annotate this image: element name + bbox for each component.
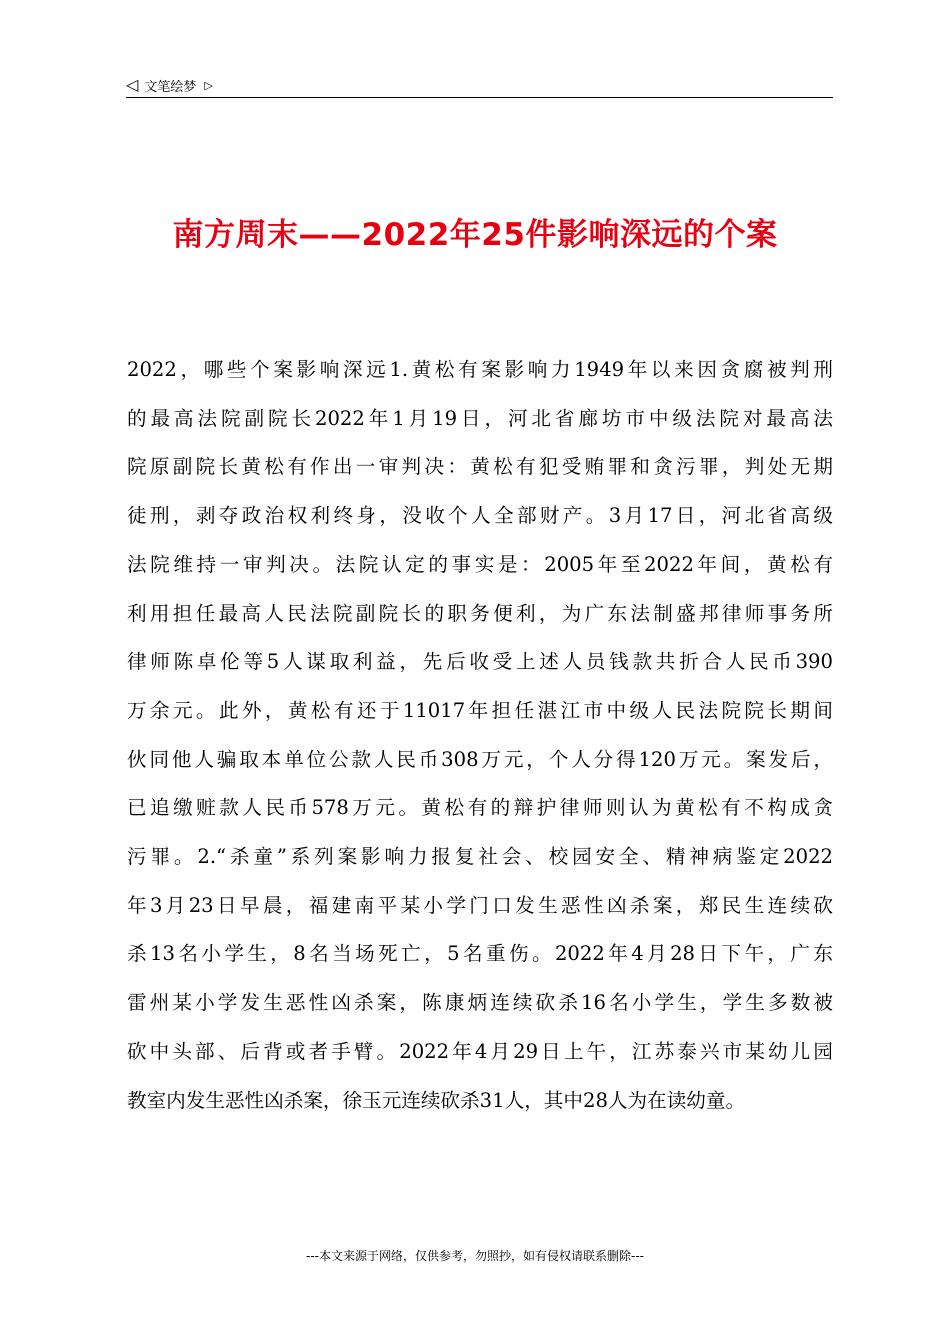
body-line: 律师陈卓伦等5人谋取利益，先后收受上述人员钱款共折合人民币390 bbox=[127, 650, 833, 674]
body-line: 徒刑，剥夺政治权利终身，没收个人全部财产。3月17日，河北省高级 bbox=[127, 504, 833, 528]
body-line: 伙同他人骗取本单位公款人民币308万元，个人分得120万元。案发后， bbox=[127, 747, 833, 771]
header-brand: 文笔绘梦 bbox=[144, 79, 197, 95]
body-line: 杀13名小学生，8名当场死亡，5名重伤。2022年4月28日下午，广东 bbox=[127, 942, 833, 966]
body-line: 2022，哪些个案影响深远1.黄松有案影响力1949年以来因贪腐被判刑 bbox=[127, 358, 833, 381]
body-line: 利用担任最高人民法院副院长的职务便利，为广东法制盛邦律师事务所 bbox=[127, 601, 833, 625]
body-line: 年3月23日早晨，福建南平某小学门口发生恶性凶杀案，郑民生连续砍 bbox=[127, 893, 833, 917]
body-line: 教室内发生恶性凶杀案，徐玉元连续砍杀31人，其中28人为在读幼童。 bbox=[127, 1088, 746, 1112]
triangle-right-icon: ▷ bbox=[204, 78, 213, 92]
triangle-left-icon: ◁ bbox=[126, 75, 139, 94]
page-footer: ---本文来源于网络，仅供参考，勿照抄，如有侵权请联系删除--- bbox=[306, 1249, 644, 1263]
body-line: 院原副院长黄松有作出一审判决：黄松有犯受贿罪和贪污罪，判处无期 bbox=[127, 455, 833, 479]
body-line: 污罪。2.“杀童”系列案影响力报复社会、校园安全、精神病鉴定2022 bbox=[127, 845, 833, 869]
body-line: 砍中头部、后背或者手臂。2022年4月29日上午，江苏泰兴市某幼儿园 bbox=[127, 1039, 833, 1063]
body-line: 已追缴赃款人民币578万元。黄松有的辩护律师则认为黄松有不构成贪 bbox=[127, 796, 833, 820]
body-line: 的最高法院副院长2022年1月19日，河北省廊坊市中级法院对最高法 bbox=[127, 406, 833, 430]
document-title: 南方周末——2022年25件影响深远的个案 bbox=[172, 217, 778, 253]
body-line: 万余元。此外，黄松有还于11017年担任湛江市中级人民法院院长期间 bbox=[127, 698, 833, 722]
document-body bbox=[127, 346, 833, 1125]
body-line: 雷州某小学发生恶性凶杀案，陈康炳连续砍杀16名小学生，学生多数被 bbox=[127, 991, 833, 1015]
body-line: 法院维持一审判决。法院认定的事实是：2005年至2022年间，黄松有 bbox=[127, 552, 833, 576]
page-header bbox=[126, 74, 832, 96]
header-divider bbox=[126, 97, 833, 98]
